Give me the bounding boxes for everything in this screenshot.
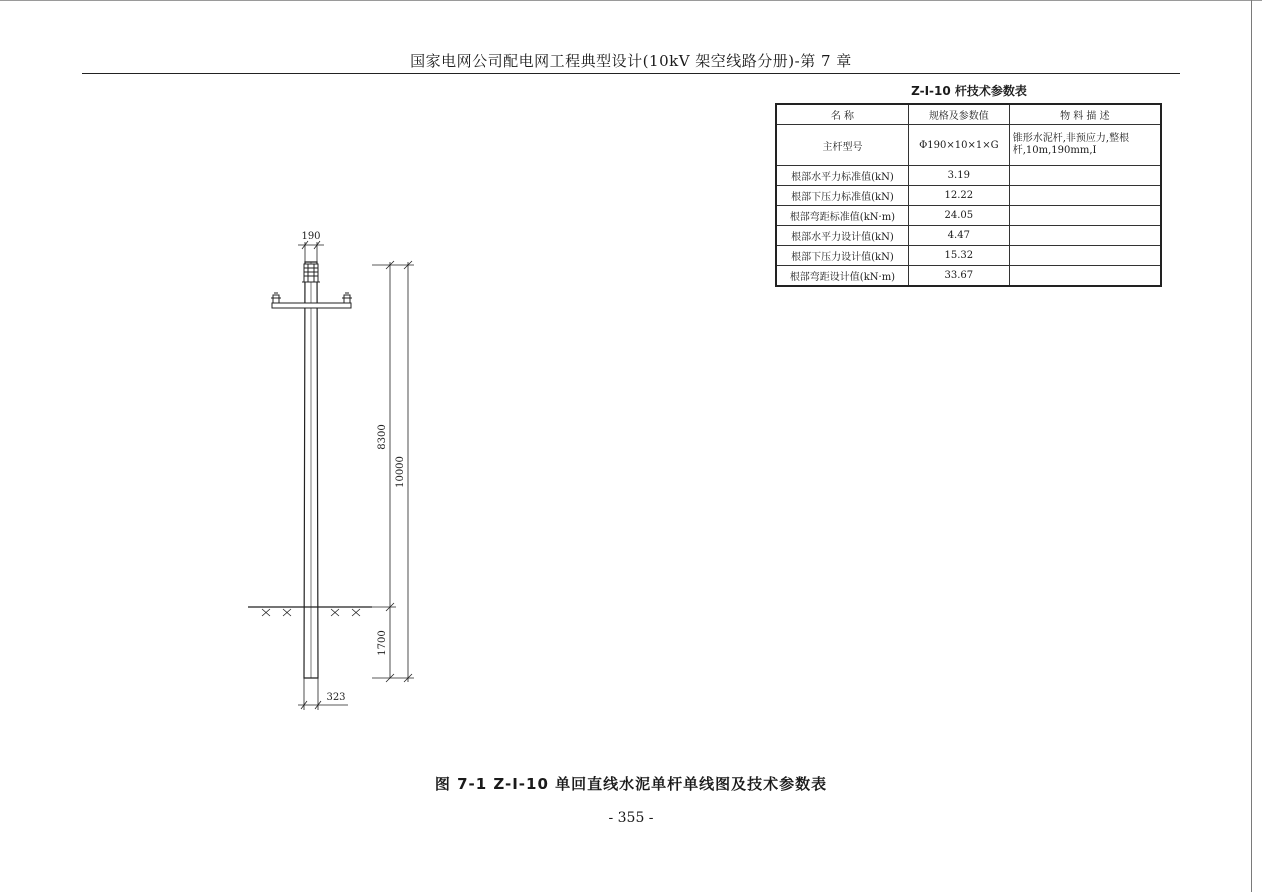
table-cell: 12.22	[908, 186, 1009, 206]
table-cell: 根部水平力设计值(kN)	[776, 226, 908, 246]
figure-caption: 图 7-1 Z-I-10 单回直线水泥单杆单线图及技术参数表	[434, 775, 828, 793]
table-cell: Φ190×10×1×G	[908, 125, 1009, 166]
page-number: - 355 -	[608, 810, 654, 826]
table-cell: 根部弯距设计值(kN·m)	[776, 266, 908, 287]
top-insulator-icon	[302, 264, 320, 282]
table-cell: 3.19	[908, 166, 1009, 186]
table-cell: 根部下压力设计值(kN)	[776, 246, 908, 266]
table-cell: 33.67	[908, 266, 1009, 287]
table-cell: 主杆型号	[776, 125, 908, 166]
dim-bottom-width: 323	[326, 692, 346, 703]
table-cell: 15.32	[908, 246, 1009, 266]
table-cell: 根部水平力标准值(kN)	[776, 166, 908, 186]
table-cell: 24.05	[908, 206, 1009, 226]
vertical-dimension-inner	[370, 261, 414, 682]
right-insulator-icon	[342, 293, 352, 303]
dim-total-length: 10000	[395, 456, 406, 488]
left-insulator-icon	[271, 293, 281, 303]
top-width-dimension	[298, 241, 324, 262]
table-cell: 根部下压力标准值(kN)	[776, 186, 908, 206]
table-cell: 锥形水泥杆,非预应力,整根杆,10m,190mm,I	[1009, 125, 1161, 166]
table-cell: 4.47	[908, 226, 1009, 246]
cross-arm	[272, 303, 351, 308]
dim-above-ground: 8300	[377, 424, 388, 450]
dim-buried-depth: 1700	[377, 630, 388, 656]
table-header-cell: 规格及参数值	[908, 104, 1009, 125]
table-title: Z-I-10 杆技术参数表	[911, 84, 1027, 98]
table-header-cell: 物 料 描 述	[1009, 104, 1161, 125]
dim-top-width: 190	[301, 231, 321, 242]
table-cell: 根部弯距标准值(kN·m)	[776, 206, 908, 226]
table-header-cell: 名 称	[776, 104, 908, 125]
page-header-title: 国家电网公司配电网工程典型设计(10kV 架空线路分册)-第 7 章	[410, 52, 852, 70]
